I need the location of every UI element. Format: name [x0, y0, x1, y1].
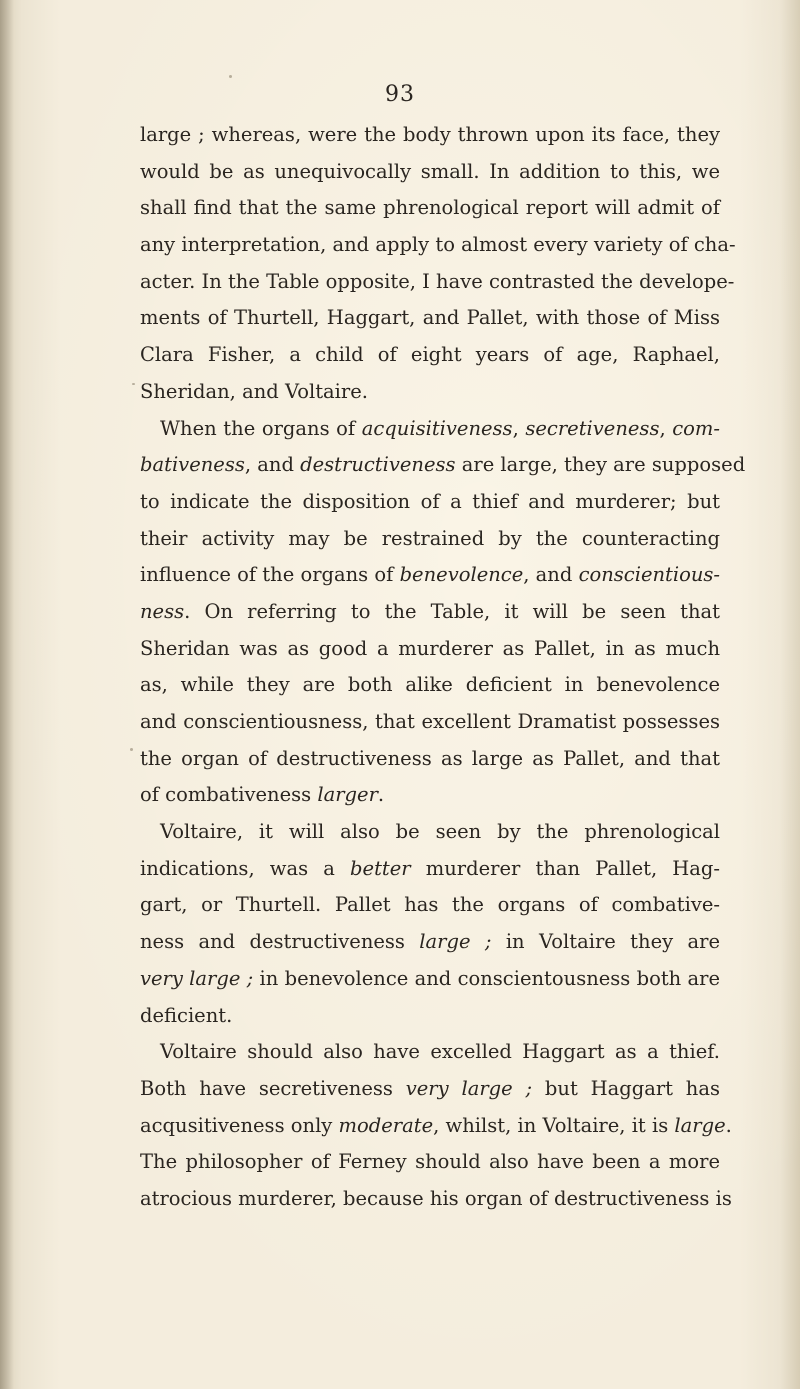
- text-line: [140, 887, 720, 924]
- italic-text: very large ;: [405, 1076, 533, 1100]
- text-line: [140, 924, 720, 961]
- text-span: , whilst, in Voltaire, it is: [433, 1113, 675, 1137]
- text-span: in benevolence and conscientousness both are: [253, 966, 720, 990]
- text-span: the organ of destructiveness as large as Pallet, and that: [140, 746, 720, 770]
- text-span: Sheridan was as good a murderer as Pallet, in as much: [140, 636, 720, 660]
- text-span: any interpretation, and apply to almost every variety of cha-: [140, 233, 736, 257]
- text-line: [140, 300, 720, 337]
- text-span: acqusitiveness only: [140, 1113, 339, 1137]
- text-span: to indicate the disposition of a thief and murderer; but: [140, 489, 720, 513]
- text-span: , and: [523, 563, 579, 587]
- paper-speck: [132, 383, 135, 385]
- paper-speck: [130, 748, 133, 751]
- text-span: influence of the organs of: [140, 563, 400, 587]
- text-span: The philosopher of Ferney should also have been a more: [140, 1150, 720, 1174]
- text-line: [140, 337, 720, 374]
- italic-text: com-: [672, 416, 721, 440]
- italic-text: large ;: [419, 930, 492, 954]
- text-span: ness and destructiveness: [140, 930, 420, 954]
- italic-text: destructiveness: [300, 453, 456, 477]
- text-span: in Voltaire they are: [491, 930, 720, 954]
- text-line: [140, 374, 720, 411]
- text-line: [140, 1108, 732, 1145]
- text-line: [140, 961, 720, 998]
- gutter-shadow: [0, 0, 14, 1389]
- text-line: [140, 190, 720, 227]
- italic-text: benevolence: [399, 563, 524, 587]
- text-line: [140, 227, 736, 264]
- text-span: acter. In the Table opposite, I have contrasted the develope-: [140, 269, 735, 293]
- text-span: as, while they are both alike deficient in benevolence: [140, 673, 720, 697]
- paper-speck: [229, 75, 232, 78]
- text-line: [140, 117, 720, 154]
- text-span: .: [725, 1113, 732, 1137]
- text-line: [140, 521, 720, 558]
- text-line: [140, 814, 720, 851]
- text-line: [140, 1034, 720, 1071]
- text-span: of combativeness: [140, 783, 318, 807]
- text-span: ,: [512, 416, 526, 440]
- text-span: atrocious murderer, because his organ of destructiveness is: [140, 1186, 732, 1210]
- text-span: Voltaire, it will also be seen by the phrenological: [160, 820, 720, 844]
- text-span: Voltaire should also have excelled Haggart as a thief.: [160, 1040, 720, 1064]
- italic-text: moderate: [338, 1113, 434, 1137]
- italic-text: better: [350, 856, 411, 880]
- text-span: are large, they are supposed: [455, 453, 746, 477]
- italic-text: conscientious-: [578, 563, 721, 587]
- text-line: [140, 851, 720, 888]
- text-span: murderer than Pallet, Hag-: [410, 856, 720, 880]
- italic-text: larger: [317, 783, 378, 807]
- italic-text: ness: [140, 599, 185, 623]
- italic-text: secretiveness: [525, 416, 660, 440]
- text-line: [140, 1181, 732, 1218]
- text-line: [140, 1071, 720, 1108]
- text-line: [140, 484, 720, 521]
- text-line: [140, 998, 720, 1035]
- italic-text: very large ;: [140, 966, 254, 990]
- text-span: their activity may be restrained by the counteracting: [140, 526, 720, 550]
- text-line: [140, 264, 735, 301]
- text-line: [140, 411, 720, 448]
- text-span: ments of Thurtell, Haggart, and Pallet, with those of Miss: [140, 306, 720, 330]
- text-span: indications, was a: [140, 856, 351, 880]
- italic-text: large: [674, 1113, 726, 1137]
- text-span: and conscientiousness, that excellent Dramatist possesses: [140, 710, 720, 733]
- text-span: gart, or Thurtell. Pallet has the organs of combative-: [140, 893, 720, 917]
- italic-text: acquisitiveness: [361, 416, 513, 440]
- text-span: ,: [659, 416, 673, 440]
- text-line: [140, 154, 720, 191]
- text-span: Sheridan, and Voltaire.: [140, 379, 368, 403]
- text-span: Both have secretiveness: [140, 1076, 406, 1100]
- text-line: [140, 447, 746, 484]
- text-span: deficient.: [140, 1003, 233, 1027]
- text-span: Clara Fisher, a child of eight years of age, Raphael,: [140, 343, 720, 367]
- text-span: shall find that the same phrenological report will admit of: [140, 196, 720, 220]
- text-span: large ; whereas, were the body thrown upon its face, they: [140, 123, 720, 146]
- text-line: [140, 667, 720, 704]
- text-span: , and: [244, 453, 301, 477]
- text-span: When the organs of: [160, 416, 362, 440]
- page-number: 93: [385, 82, 415, 107]
- text-line: [140, 594, 720, 631]
- text-line: [140, 704, 720, 741]
- text-line: [140, 557, 720, 594]
- text-line: [140, 741, 720, 778]
- text-line: [140, 631, 720, 668]
- body-text: [140, 117, 746, 1218]
- text-span: but Haggart has: [532, 1076, 720, 1100]
- text-span: . On referring to the Table, it will be seen that: [184, 599, 720, 623]
- text-span: .: [377, 783, 385, 807]
- text-line: [140, 777, 720, 814]
- text-line: [140, 1144, 720, 1181]
- italic-text: bativeness: [140, 453, 245, 477]
- text-span: would be as unequivocally small. In addition to this, we: [140, 159, 720, 183]
